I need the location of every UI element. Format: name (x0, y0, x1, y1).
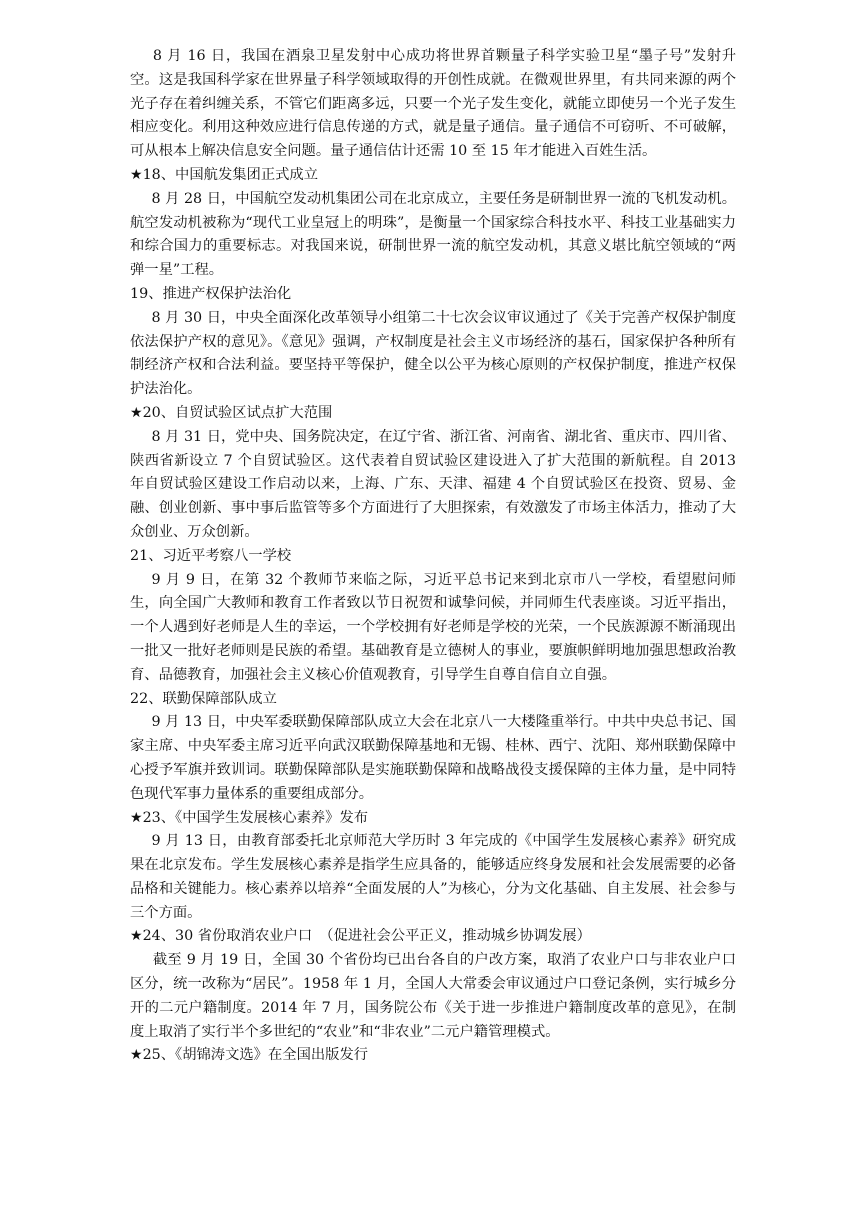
section-body-23: 9 月 13 日，由教育部委托北京师范大学历时 3 年完成的《中国学生发展核心素养》研究成果在北京发布。学生发展核心素养是指学生应具备的，能够适应终身发展和社会发展需要的必备品格和关键能力。核心素养以培养“全面发展的人”为核心，分为文化基础、自主发展、社会参与三个方面。 (130, 833, 736, 921)
section-heading-19 (130, 283, 736, 307)
section-title: 18、中国航发集团正式成立 (142, 166, 319, 183)
section-body-21: 9 月 9 日，在第 32 个教师节来临之际，习近平总书记来到北京市八一学校，看望慰问师生，向全国广大教师和教育工作者致以节日祝贺和诚挚问候，并同师生代表座谈。习近平指出，一个人遇到好老师是人生的幸运，一个学校拥有好老师是学校的光荣，一个民族源源不断涌现出一批又一批好老师则是民族的希望。基础教育是立德树人的事业，要旗帜鲜明地加强思想政治教育、品德教育，加强社会主义核心价值观教育，引导学生自尊自信自立自强。 (130, 571, 736, 683)
section-heading-18 (130, 164, 736, 188)
intro-paragraph: 8 月 16 日，我国在酒泉卫星发射中心成功将世界首颗量子科学实验卫星“墨子号”发射升空。这是我国科学家在世界量子科学领域取得的开创性成就。在微观世界里，有共同来源的两个光子存在着纠缠关系，不管它们距离多远，只要一个光子发生变化，就能立即使另一个光子发生相应变化。利用这种效应进行信息传递的方式，就是量子通信。量子通信不可窃听、不可破解，可从根本上解决信息安全问题。量子通信估计还需 10 至 15 年才能进入百姓生活。 (130, 48, 736, 160)
section-title: 25、《胡锦涛文选》在全国出版发行 (142, 1047, 369, 1064)
section-title: 22、联勤保障部队成立 (130, 690, 277, 707)
section-body-19: 8 月 30 日，中央全面深化改革领导小组第二十七次会议审议通过了《关于完善产权保护制度依法保护产权的意见》。《意见》强调，产权制度是社会主义市场经济的基石，国家保护各种所有制经济产权和合法利益。要坚持平等保护，健全以公平为核心原则的产权保护制度，推进产权保护法治化。 (130, 309, 736, 398)
section-title: 23、《中国学生发展核心素养》发布 (142, 809, 369, 826)
star-icon: ★ (130, 166, 143, 183)
section-heading-21 (130, 545, 736, 569)
star-icon: ★ (130, 809, 143, 826)
section-heading-23 (130, 807, 736, 831)
section-heading-25 (130, 1044, 736, 1068)
star-icon: ★ (130, 928, 143, 945)
section-body-22: 9 月 13 日，中央军委联勤保障部队成立大会在北京八一大楼隆重举行。中共中央总书记、国家主席、中央军委主席习近平向武汉联勤保障基地和无锡、桂林、西宁、沈阳、郑州联勤保障中心授予军旗并致训词。联勤保障部队是实施联勤保障和战略战役支援保障的主体力量，是中同特色现代军事力量体系的重要组成部分。 (130, 714, 736, 802)
document-content (130, 45, 736, 1068)
section-title: 19、推进产权保护法治化 (130, 285, 292, 302)
star-icon: ★ (130, 1047, 143, 1064)
section-heading-22 (130, 688, 736, 712)
star-icon: ★ (130, 404, 143, 421)
section-title: 20、自贸试验区试点扩大范围 (142, 404, 333, 421)
section-body-24: 截至 9 月 19 日，全国 30 个省份均已出台各自的户改方案，取消了农业户口与非农业户口区分，统一改称为“居民”。1958 年 1 月，全国人大常委会审议通过户口登记条例，实行城乡分开的二元户籍制度。2014 年 7 月，国务院公布《关于进一步推进户籍制度改革的意见》，在制度上取消了实行半个多世纪的“农业”和“非农业”二元户籍管理模式。 (130, 952, 736, 1040)
section-body-20: 8 月 31 日，党中央、国务院决定，在辽宁省、浙江省、河南省、湖北省、重庆市、四川省、陕西省新设立 7 个自贸试验区。这代表着自贸试验区建设进入了扩大范围的新航程。自 2013 年自贸试验区建设工作启动以来，上海、广东、天津、福建 4 个自贸试验区在投资、贸易、金融、创业创新、事中事后监管等多个方面进行了大胆探索，有效激发了市场主体活力，推动了大众创业、万众创新。 (130, 428, 736, 540)
section-body-18: 8 月 28 日，中国航空发动机集团公司在北京成立，主要任务是研制世界一流的飞机发动机。航空发动机被称为“现代工业皇冠上的明珠”，是衡量一个国家综合科技水平、科技工业基础实力和综合国力的重要标志。对我国来说，研制世界一流的航空发动机，其意义堪比航空领域的“两弹一星”工程。 (130, 190, 736, 279)
section-title: 21、习近平考察八一学校 (130, 547, 292, 564)
section-title: 24、30 省份取消农业户口 （促进社会公平正义，推动城乡协调发展） (142, 928, 591, 945)
section-heading-24 (130, 925, 736, 949)
section-heading-20 (130, 402, 736, 426)
